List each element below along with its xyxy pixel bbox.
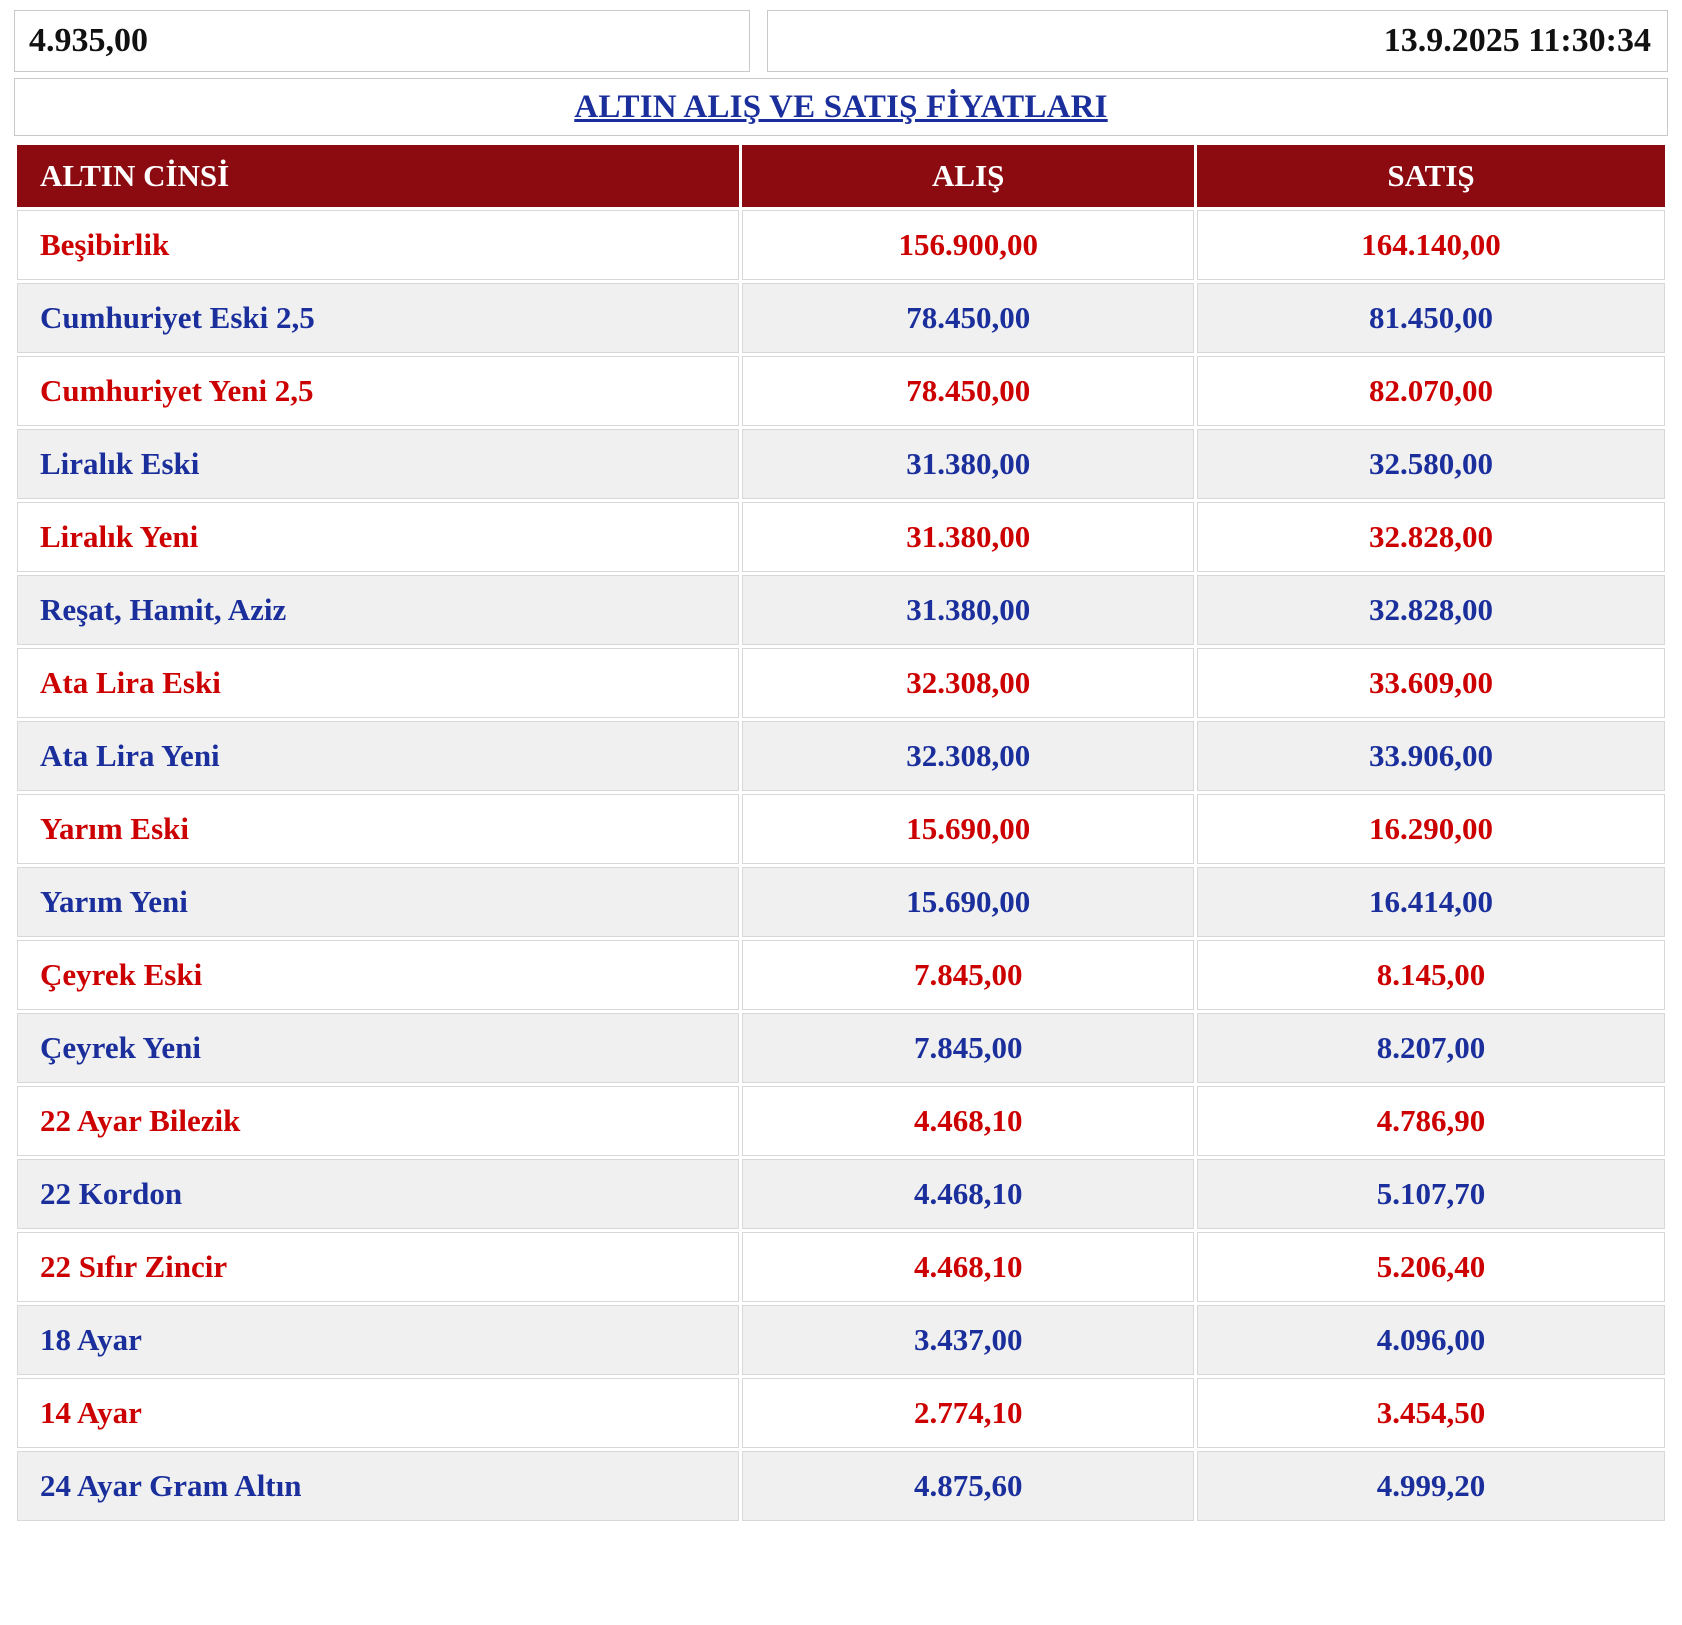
- buy-price-cell: 4.468,10: [742, 1086, 1194, 1156]
- sell-price-cell: 81.450,00: [1197, 283, 1665, 353]
- gold-type-cell: Liralık Yeni: [17, 502, 739, 572]
- buy-price-cell: 31.380,00: [742, 575, 1194, 645]
- buy-price-cell: 4.468,10: [742, 1159, 1194, 1229]
- sell-price-cell: 16.290,00: [1197, 794, 1665, 864]
- gold-type-cell: 18 Ayar: [17, 1305, 739, 1375]
- gold-type-cell: Yarım Eski: [17, 794, 739, 864]
- buy-price-cell: 31.380,00: [742, 429, 1194, 499]
- sell-price-cell: 32.828,00: [1197, 575, 1665, 645]
- table-row: [17, 429, 1665, 499]
- column-header-sell: SATIŞ: [1197, 145, 1665, 207]
- table-row: [17, 283, 1665, 353]
- gold-type-cell: Ata Lira Eski: [17, 648, 739, 718]
- buy-price-cell: 4.468,10: [742, 1232, 1194, 1302]
- sell-price-cell: 164.140,00: [1197, 210, 1665, 280]
- buy-price-cell: 32.308,00: [742, 721, 1194, 791]
- timestamp-cell: 13.9.2025 11:30:34: [767, 10, 1668, 72]
- gold-type-cell: Ata Lira Yeni: [17, 721, 739, 791]
- sell-price-cell: 5.107,70: [1197, 1159, 1665, 1229]
- table-body: [17, 210, 1665, 1521]
- table-row: [17, 1305, 1665, 1375]
- table-row: [17, 1378, 1665, 1448]
- sell-price-cell: 33.906,00: [1197, 721, 1665, 791]
- gold-type-cell: Liralık Eski: [17, 429, 739, 499]
- buy-price-cell: 78.450,00: [742, 356, 1194, 426]
- gold-prices-table: [14, 142, 1668, 1524]
- gold-type-cell: Cumhuriyet Yeni 2,5: [17, 356, 739, 426]
- buy-price-cell: 32.308,00: [742, 648, 1194, 718]
- table-row: [17, 1013, 1665, 1083]
- table-row: [17, 356, 1665, 426]
- topbar-spacer: [750, 10, 767, 72]
- buy-price-cell: 7.845,00: [742, 940, 1194, 1010]
- sell-price-cell: 3.454,50: [1197, 1378, 1665, 1448]
- table-row: [17, 940, 1665, 1010]
- table-row: [17, 721, 1665, 791]
- table-row: [17, 575, 1665, 645]
- gold-type-cell: Çeyrek Yeni: [17, 1013, 739, 1083]
- gold-type-cell: Beşibirlik: [17, 210, 739, 280]
- sell-price-cell: 82.070,00: [1197, 356, 1665, 426]
- buy-price-cell: 78.450,00: [742, 283, 1194, 353]
- page-title-row: [14, 78, 1668, 136]
- table-row: [17, 794, 1665, 864]
- sell-price-cell: 32.580,00: [1197, 429, 1665, 499]
- buy-price-cell: 7.845,00: [742, 1013, 1194, 1083]
- gold-type-cell: 14 Ayar: [17, 1378, 739, 1448]
- sell-price-cell: 5.206,40: [1197, 1232, 1665, 1302]
- sell-price-cell: 33.609,00: [1197, 648, 1665, 718]
- table-row: [17, 1159, 1665, 1229]
- table-row: [17, 867, 1665, 937]
- gold-type-cell: Çeyrek Eski: [17, 940, 739, 1010]
- sell-price-cell: 8.207,00: [1197, 1013, 1665, 1083]
- sell-price-cell: 32.828,00: [1197, 502, 1665, 572]
- ounce-value-cell: 4.935,00: [14, 10, 750, 72]
- gold-type-cell: Cumhuriyet Eski 2,5: [17, 283, 739, 353]
- table-row: [17, 1451, 1665, 1521]
- buy-price-cell: 4.875,60: [742, 1451, 1194, 1521]
- buy-price-cell: 31.380,00: [742, 502, 1194, 572]
- table-row: [17, 1232, 1665, 1302]
- table-row: [17, 648, 1665, 718]
- table-row: [17, 210, 1665, 280]
- table-row: [17, 502, 1665, 572]
- sell-price-cell: 8.145,00: [1197, 940, 1665, 1010]
- gold-type-cell: Yarım Yeni: [17, 867, 739, 937]
- gold-type-cell: 24 Ayar Gram Altın: [17, 1451, 739, 1521]
- buy-price-cell: 15.690,00: [742, 794, 1194, 864]
- buy-price-cell: 2.774,10: [742, 1378, 1194, 1448]
- column-header-type: ALTIN CİNSİ: [17, 145, 739, 207]
- table-header-row: [17, 145, 1665, 207]
- page-title: ALTIN ALIŞ VE SATIŞ FİYATLARI: [574, 88, 1108, 125]
- sell-price-cell: 4.096,00: [1197, 1305, 1665, 1375]
- column-header-buy: ALIŞ: [742, 145, 1194, 207]
- top-info-bar: [14, 10, 1668, 72]
- buy-price-cell: 15.690,00: [742, 867, 1194, 937]
- buy-price-cell: 156.900,00: [742, 210, 1194, 280]
- table-row: [17, 1086, 1665, 1156]
- gold-type-cell: 22 Ayar Bilezik: [17, 1086, 739, 1156]
- gold-type-cell: 22 Kordon: [17, 1159, 739, 1229]
- sell-price-cell: 4.999,20: [1197, 1451, 1665, 1521]
- sell-price-cell: 16.414,00: [1197, 867, 1665, 937]
- gold-type-cell: 22 Sıfır Zincir: [17, 1232, 739, 1302]
- buy-price-cell: 3.437,00: [742, 1305, 1194, 1375]
- gold-type-cell: Reşat, Hamit, Aziz: [17, 575, 739, 645]
- sell-price-cell: 4.786,90: [1197, 1086, 1665, 1156]
